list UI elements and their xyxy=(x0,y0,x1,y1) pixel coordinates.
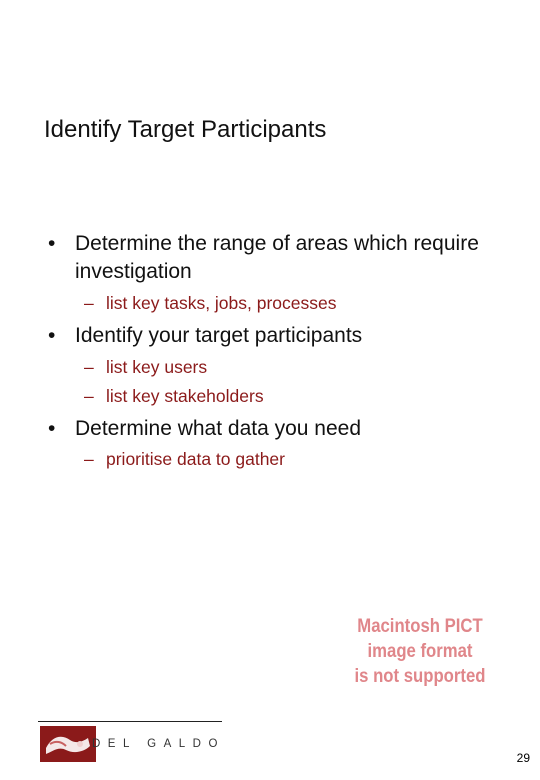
sub-bullet-item xyxy=(84,292,337,314)
dash-icon: – xyxy=(84,357,94,377)
slide-title: Identify Target Participants xyxy=(44,116,327,143)
bullet-item xyxy=(48,322,505,350)
bullet-item xyxy=(48,415,505,443)
sub-bullet-item xyxy=(84,356,207,378)
bullet-text: Determine what data you need xyxy=(75,417,362,440)
bullet-dot-icon: • xyxy=(48,324,56,347)
unsupported-image-placeholder xyxy=(346,614,494,689)
logo-text: DEL GALDO xyxy=(92,738,225,750)
bullet-dot-icon: • xyxy=(48,232,56,255)
sub-bullet-item xyxy=(84,448,285,470)
placeholder-line: is not supported xyxy=(354,666,486,687)
sub-bullet-text: list key users xyxy=(106,357,208,377)
page-number: 29 xyxy=(516,751,530,765)
footer-rule xyxy=(38,721,222,722)
dash-icon: – xyxy=(84,449,94,469)
bullet-item xyxy=(48,230,505,286)
placeholder-line: Macintosh PICT xyxy=(357,616,483,637)
logo-mark-icon xyxy=(40,726,96,762)
bullet-text: Determine the range of areas which require investigation xyxy=(75,232,479,283)
bullet-dot-icon: • xyxy=(48,417,56,440)
dash-icon: – xyxy=(84,386,94,406)
sub-bullet-text: prioritise data to gather xyxy=(106,449,285,469)
placeholder-line: image format xyxy=(367,641,473,662)
dash-icon: – xyxy=(84,293,94,313)
bullet-text: Identify your target participants xyxy=(75,324,363,347)
sub-bullet-text: list key stakeholders xyxy=(106,386,264,406)
sub-bullet-item xyxy=(84,385,264,407)
sub-bullet-text: list key tasks, jobs, processes xyxy=(106,293,337,313)
